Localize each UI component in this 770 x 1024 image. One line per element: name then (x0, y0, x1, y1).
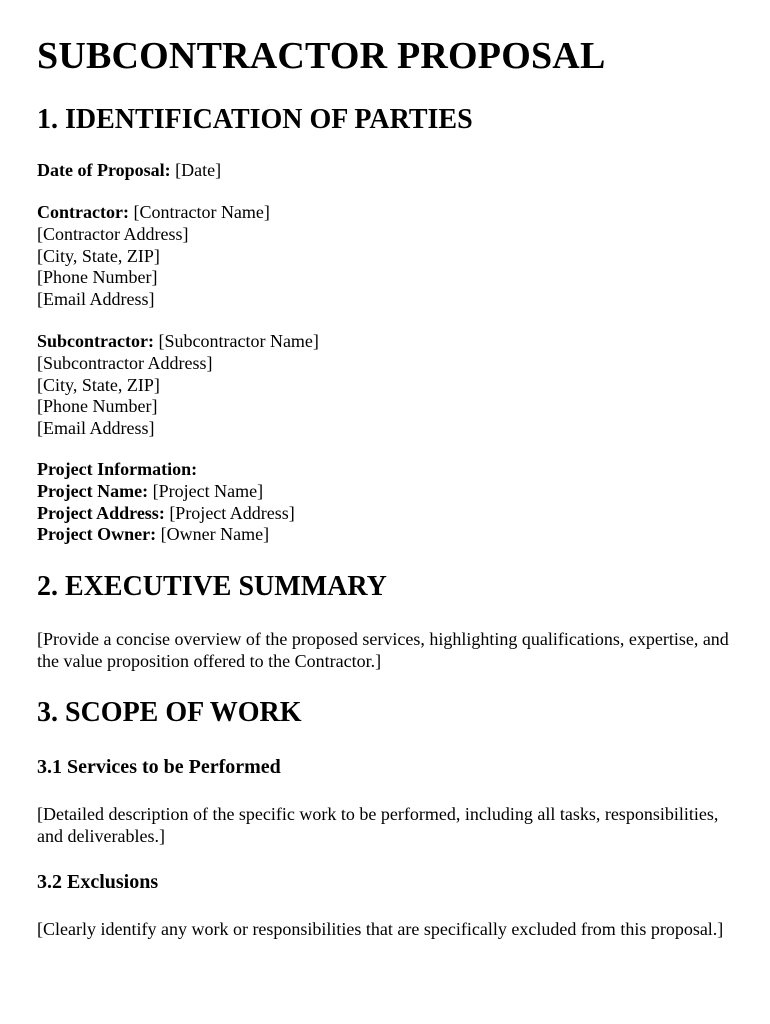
services-text: [Detailed description of the specific work to be performed, including all tasks, responsibilities, and deliverables.] (37, 804, 719, 846)
subcontractor-label: Subcontractor: (37, 331, 154, 351)
exclusions-body (37, 919, 737, 941)
subsection-3-2-heading: 3.2 Exclusions (37, 871, 159, 893)
subcontractor-phone: [Phone Number] (37, 396, 158, 417)
project-address-label: Project Address: (37, 502, 165, 523)
exclusions-text: [Clearly identify any work or responsibilities that are specifically excluded from this proposal.] (37, 919, 724, 939)
contractor-email: [Email Address] (37, 289, 155, 310)
contractor-phone: [Phone Number] (37, 267, 158, 288)
section-1-heading: 1. IDENTIFICATION OF PARTIES (37, 104, 473, 135)
subcontractor-city: [City, State, ZIP] (37, 374, 160, 395)
date-value: [Date] (175, 160, 222, 180)
proposal-date (37, 160, 737, 182)
project-name-value: [Project Name] (152, 480, 264, 501)
contractor-block (37, 202, 737, 311)
contractor-name: [Contractor Name] (133, 202, 270, 222)
date-label: Date of Proposal: (37, 160, 171, 180)
project-info-heading: Project Information: (37, 459, 198, 479)
document-title: SUBCONTRACTOR PROPOSAL (37, 35, 606, 77)
project-information-block (37, 459, 737, 546)
subcontractor-address: [Subcontractor Address] (37, 352, 213, 373)
project-address-value: [Project Address] (169, 502, 295, 523)
subsection-3-1-heading: 3.1 Services to be Performed (37, 756, 281, 778)
contractor-city: [City, State, ZIP] (37, 245, 160, 266)
project-owner-value: [Owner Name] (160, 524, 270, 545)
contractor-label: Contractor: (37, 202, 129, 222)
subcontractor-block (37, 331, 737, 440)
services-body (37, 804, 737, 848)
subcontractor-email: [Email Address] (37, 418, 155, 439)
executive-summary-body (37, 629, 737, 673)
project-owner-label: Project Owner: (37, 524, 157, 545)
executive-summary-text: [Provide a concise overview of the proposed services, highlighting qualifications, expertise, and the value proposition offered to the Contractor.] (37, 629, 729, 671)
subcontractor-name: [Subcontractor Name] (158, 331, 319, 351)
section-3-heading: 3. SCOPE OF WORK (37, 697, 302, 728)
project-name-label: Project Name: (37, 480, 149, 501)
contractor-address: [Contractor Address] (37, 223, 189, 244)
section-2-heading: 2. EXECUTIVE SUMMARY (37, 571, 387, 602)
